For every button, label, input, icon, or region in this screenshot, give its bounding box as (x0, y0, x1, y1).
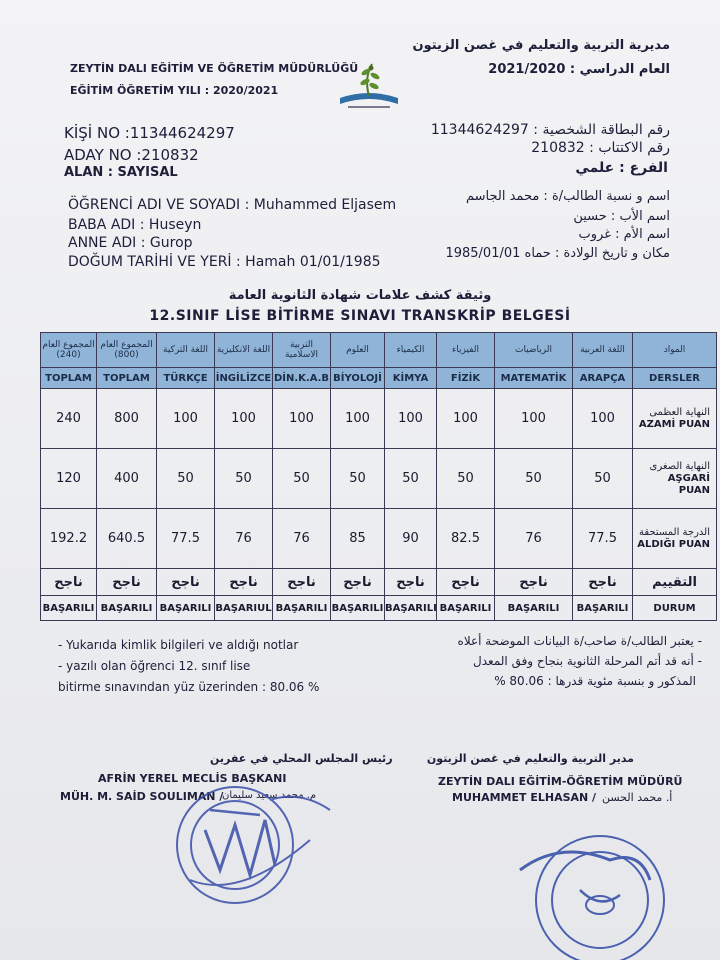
header-left-line2: EĞİTİM ÖĞRETİM YILI : 2020/2021 (70, 84, 279, 97)
cell: 100 (495, 389, 573, 449)
result-tr-label: DURUM (633, 596, 717, 621)
result-tr: BAŞARILI (157, 596, 215, 621)
right-official-stamp-icon (500, 810, 680, 960)
th-ar: اللغة التركية (157, 333, 215, 368)
result-tr: BAŞARILI (495, 596, 573, 621)
result-tr: BAŞARILI (573, 596, 633, 621)
header-row-arabic (41, 333, 717, 368)
th-ar: المواد (633, 333, 717, 368)
th-tr: FİZİK (437, 368, 495, 389)
sign-left-tr-title: AFRİN YEREL MECLİS BAŞKANI (98, 772, 287, 785)
note-ar-2: - أنه قد أتم المرحلة الثانوية بنجاح وفق المعدل (473, 654, 702, 668)
th-ar: التربية الاسلامية (273, 333, 331, 368)
th-ar: العلوم (331, 333, 385, 368)
th-tr: TÜRKÇE (157, 368, 215, 389)
cell: 100 (273, 389, 331, 449)
cell: 100 (331, 389, 385, 449)
result-ar: ناجح (495, 569, 573, 596)
sign-right-tr-name: MUHAMMET ELHASAN / (452, 791, 597, 804)
mother-name: ANNE ADI : Gurop (68, 235, 193, 251)
header-right-line2: العام الدراسي : 2021/2020 (488, 62, 670, 77)
result-tr: BAŞARILI (331, 596, 385, 621)
cell: 192.2 (41, 509, 97, 569)
ar-student-name: اسم و نسبة الطالب/ة : محمد الجاسم (466, 189, 670, 204)
result-ar: ناجح (215, 569, 273, 596)
result-ar: ناجح (273, 569, 331, 596)
th-tr: DERSLER (633, 368, 717, 389)
result-ar-label: التقييم (633, 569, 717, 596)
result-ar: ناجح (331, 569, 385, 596)
result-ar: ناجح (41, 569, 97, 596)
alan: ALAN : SAYISAL (64, 165, 178, 180)
note-ar-1: - يعتبر الطالب/ة صاحب/ة البيانات الموضحة أعلاه (457, 634, 702, 648)
th-tr: MATEMATİK (495, 368, 573, 389)
th-ar: الكيمياء (385, 333, 437, 368)
cell: 100 (385, 389, 437, 449)
cell: 76 (215, 509, 273, 569)
father-name: BABA ADI : Huseyn (68, 217, 202, 233)
row-label-tr: ALDIĞI PUAN (637, 538, 710, 550)
cell: 50 (331, 449, 385, 509)
birth-info: DOĞUM TARİHİ VE YERİ : Hamah 01/01/1985 (68, 254, 381, 270)
result-tr: BAŞARILI (437, 596, 495, 621)
ar-aday: رقم الاكتتاب : 210832 (531, 140, 670, 156)
note-ar-3: المذكور و بنسبة مئوية قدرها : 80.06 % (494, 674, 696, 688)
left-official-stamp-icon (150, 770, 350, 920)
cell: 100 (573, 389, 633, 449)
cell: 85 (331, 509, 385, 569)
row-label-tr: AŞGARİ PUAN (667, 472, 710, 496)
sign-left-ar-title: رئيس المجلس المحلي في عفرين (210, 752, 393, 765)
result-ar: ناجح (97, 569, 157, 596)
th-tr: İNGİLİZCE (215, 368, 273, 389)
row-result-arabic (41, 569, 717, 596)
ar-branch: الفرع : علمي (575, 160, 668, 176)
note-tr-2: - yazılı olan öğrenci 12. sınıf lise (58, 659, 251, 673)
cell: 100 (215, 389, 273, 449)
sign-right-ar-name: أ. محمد الحسن (602, 791, 673, 804)
kisi-no: KİŞİ NO :11344624297 (64, 124, 235, 142)
cell: 400 (97, 449, 157, 509)
sign-right-tr-title: ZEYTİN DALI EĞİTİM-ÖĞRETİM MÜDÜRÜ (438, 775, 683, 788)
cell: 76 (273, 509, 331, 569)
result-tr: BAŞARILI (273, 596, 331, 621)
th-tr: KİMYA (385, 368, 437, 389)
result-tr: BAŞARILI (97, 596, 157, 621)
ar-birth-info: مكان و تاريخ الولادة : حماه 1985/01/01 (445, 246, 670, 261)
th-ar: اللغة الانكليزية (215, 333, 273, 368)
row-label-ar: النهاية الصغرى (649, 460, 710, 472)
row-label-tr: AZAMİ PUAN (638, 418, 710, 430)
title-turkish: 12.SINIF LİSE BİTİRME SINAVI TRANSKRİP BELGESİ (149, 308, 571, 324)
cell: 50 (215, 449, 273, 509)
aday-no: ADAY NO :210832 (64, 146, 199, 164)
student-name: ÖĞRENCİ ADI VE SOYADI : Muhammed Eljasem (68, 197, 397, 213)
th-tr: DİN.K.A.B (273, 368, 331, 389)
th-ar: اللغة العربية (573, 333, 633, 368)
result-ar: ناجح (385, 569, 437, 596)
th-tr: TOPLAM (41, 368, 97, 389)
row-max-score (41, 389, 717, 449)
cell: 90 (385, 509, 437, 569)
cell: 120 (41, 449, 97, 509)
row-label (633, 449, 717, 509)
note-tr-3: bitirme sınavından yüz üzerinden : 80.06 % (58, 680, 320, 694)
row-min-score (41, 449, 717, 509)
title-arabic: وثيقة كشف علامات شهادة الثانوية العامة (228, 288, 492, 303)
row-result-turkish (41, 596, 717, 621)
ar-id: رقم البطاقة الشخصية : 11344624297 (430, 122, 670, 138)
cell: 50 (573, 449, 633, 509)
cell: 50 (273, 449, 331, 509)
ar-father-name: اسم الأب : حسين (573, 209, 670, 224)
sign-left-tr-name: MÜH. M. SAİD SOULIMAN / (60, 790, 224, 803)
result-ar: ناجح (157, 569, 215, 596)
row-label (633, 389, 717, 449)
result-ar: ناجح (573, 569, 633, 596)
result-tr: BAŞARILI (385, 596, 437, 621)
sign-left-ar-name: م. محمد سعيد سليمان (222, 790, 317, 801)
row-label-ar: الدرجة المستحقة (638, 526, 710, 538)
th-tr: BİYOLOJİ (331, 368, 385, 389)
cell: 640.5 (97, 509, 157, 569)
transcript-table (40, 332, 717, 621)
row-achieved-score (41, 509, 717, 569)
result-ar: ناجح (437, 569, 495, 596)
cell: 50 (495, 449, 573, 509)
th-ar: الرياضيات (495, 333, 573, 368)
header-right-line1: مديرية التربية والتعليم في غصن الزيتون (412, 38, 670, 53)
result-tr: BAŞARILI (41, 596, 97, 621)
th-ar: الفيزياء (437, 333, 495, 368)
note-tr-1: - Yukarıda kimlik bilgileri ve aldığı notlar (58, 638, 299, 652)
sign-right-ar-title: مدير التربية والتعليم في غصن الزيتون (426, 752, 634, 765)
ministry-logo (334, 58, 404, 110)
result-tr: BAŞARIUL (215, 596, 273, 621)
header-left-line1: ZEYTİN DALI EĞİTİM VE ÖĞRETİM MÜDÜRLÜĞÜ (70, 62, 359, 75)
cell: 100 (157, 389, 215, 449)
row-label (633, 509, 717, 569)
cell: 77.5 (573, 509, 633, 569)
th-ar: المجموع العام (240) (41, 333, 97, 368)
cell: 800 (97, 389, 157, 449)
th-tr: ARAPÇA (573, 368, 633, 389)
cell: 240 (41, 389, 97, 449)
th-ar: المجموع العام (800) (97, 333, 157, 368)
cell: 50 (437, 449, 495, 509)
ar-mother-name: اسم الأم : غروب (578, 227, 670, 242)
cell: 100 (437, 389, 495, 449)
th-tr: TOPLAM (97, 368, 157, 389)
cell: 50 (385, 449, 437, 509)
row-label-ar: النهاية العظمى (649, 406, 710, 418)
cell: 50 (157, 449, 215, 509)
header-row-turkish (41, 368, 717, 389)
cell: 76 (495, 509, 573, 569)
cell: 82.5 (437, 509, 495, 569)
cell: 77.5 (157, 509, 215, 569)
